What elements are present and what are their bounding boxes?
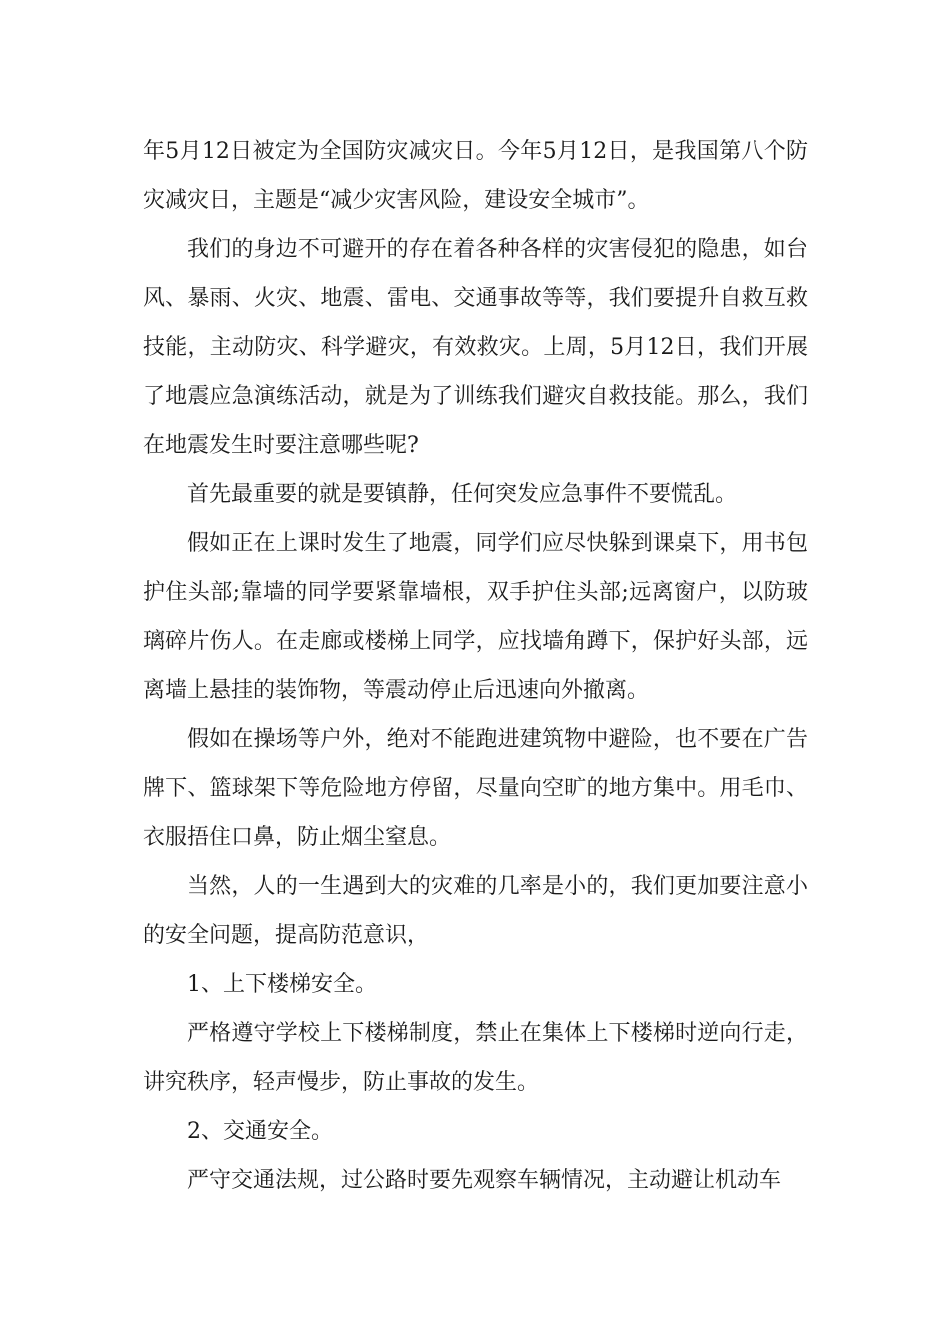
heading-traffic-safety: 2、交通安全。 [187,1119,333,1144]
paragraph-continuation: 年5月12日被定为全国防灾减灾日。今年5月12日，是我国第八个防灾减灾日，主题是“减少灾害风险，建设安全城市”。 [143,139,808,213]
heading-stairs-safety: 1、上下楼梯安全。 [187,972,377,997]
paragraph-awareness: 当然，人的一生遇到大的灾难的几率是小的，我们更加要注意小的安全问题，提高防范意识， [143,874,808,948]
paragraph-in-class: 假如正在上课时发生了地震，同学们应尽快躲到课桌下，用书包护住头部;靠墙的同学要紧靠墙根，双手护住头部;远离窗户，以防玻璃碎片伤人。在走廊或楼梯上同学，应找墙角蹲下，保护好头部，远离墙上悬挂的装饰物，等震动停止后迅速向外撤离。 [143,531,808,703]
paragraph-outdoor: 假如在操场等户外，绝对不能跑进建筑物中避险，也不要在广告牌下、篮球架下等危险地方停留，尽量向空旷的地方集中。用毛巾、衣服捂住口鼻，防止烟尘窒息。 [143,727,808,850]
paragraph-stay-calm: 首先最重要的就是要镇静，任何突发应急事件不要慌乱。 [187,482,738,507]
paragraph-traffic: 严守交通法规，过公路时要先观察车辆情况，主动避让机动车 [187,1168,782,1193]
body-text [143,127,808,1205]
paragraph-hazards: 我们的身边不可避开的存在着各种各样的灾害侵犯的隐患，如台风、暴雨、火灾、地震、雷电、交通事故等等，我们要提升自救互救技能，主动防灾、科学避灾，有效救灾。上周，5月12日，我们开展了地震应急演练活动，就是为了训练我们避灾自救技能。那么，我们在地震发生时要注意哪些呢? [143,237,808,458]
paragraph-stairs: 严格遵守学校上下楼梯制度，禁止在集体上下楼梯时逆向行走，讲究秩序，轻声慢步，防止事故的发生。 [143,1021,808,1095]
